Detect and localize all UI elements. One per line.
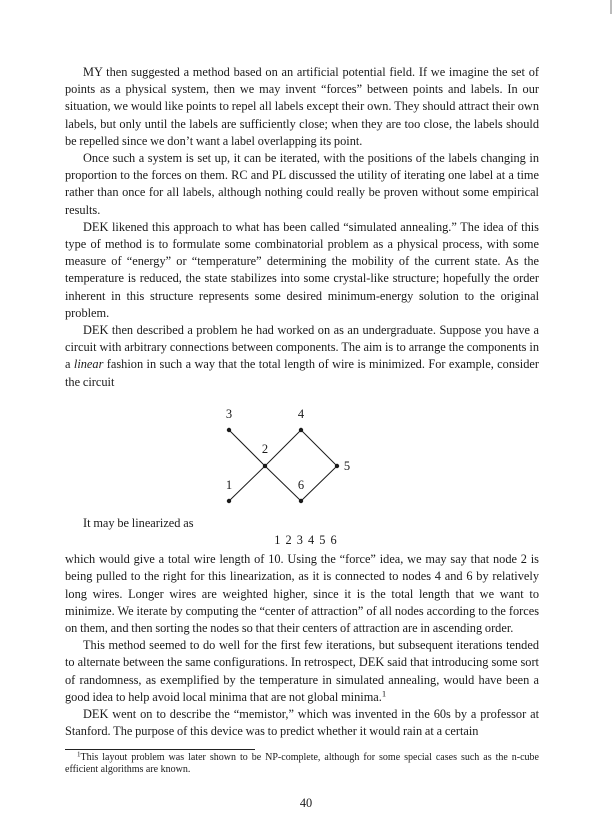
paragraph-circuit-problem bbox=[65, 322, 539, 391]
page-number: 40 bbox=[299, 795, 313, 810]
circuit-wire-4-5 bbox=[301, 430, 337, 466]
footnote-reference: 1 bbox=[381, 688, 387, 699]
body-text-top bbox=[65, 64, 539, 391]
circuit-node-label-4: 4 bbox=[297, 406, 305, 421]
circuit-node-4 bbox=[299, 428, 303, 432]
emphasis-linear: linear bbox=[73, 357, 104, 372]
linearized-intro: It may be linearized as bbox=[83, 515, 194, 530]
circuit-node-label-3: 3 bbox=[225, 406, 233, 421]
circuit-edges bbox=[229, 430, 337, 501]
circuit-text-after: fashion in such a way that the total length of wire is minimized. For example, consider the circuit bbox=[65, 357, 539, 389]
circuit-node-label-2: 2 bbox=[261, 441, 269, 456]
footnote-mark: 1 bbox=[77, 750, 81, 758]
circuit-node-3 bbox=[227, 428, 231, 432]
circuit-wire-6-5 bbox=[301, 466, 337, 501]
body-text-bottom bbox=[65, 551, 539, 740]
circuit-nodes bbox=[227, 428, 339, 503]
paragraph-simulated-annealing: DEK likened this approach to what has been called “simulated annealing.” The idea of this type of method is to formulate some combinatorial problem as a physical process, with some measure of “energy” or “temperature” determining the mobility of the current state. As the temperature is reduced, the state stabilizes into some crystal-like structure; hopefully the order inherent in this structure represents some desired minimum-energy solution to the original problem. bbox=[65, 219, 539, 320]
circuit-node-1 bbox=[227, 499, 231, 503]
paragraph-memistor: DEK went on to describe the “memistor,” which was invented in the 60s by a professor at Stanford. The purpose of this device was to predict whether it would rain at a certain bbox=[65, 707, 539, 739]
paragraph-iteration: Once such a system is set up, it can be iterated, with the positions of the labels changing in proportion to the forces on them. RC and PL discussed the utility of iterating one label at a time rather than once for all labels, although nothing could really be proven without some empirical results. bbox=[65, 151, 539, 217]
circuit-node-2 bbox=[263, 464, 267, 468]
paragraph-wire-length: which would give a total wire length of 10. Using the “force” idea, we may say that node 2 is being pulled to the right for this linearization, as it is connected to nodes 4 and 6 by relatively long wires. Longer wires are weighted higher, since it is the total length that we want to minimize. We iterate by computing the “center of attraction” of all nodes according to the forces on them, and then sorting the nodes so that their centers of attraction are in ascending order. bbox=[65, 552, 539, 636]
footnote-text: This layout problem was later shown to be NP-complete, although for some special cases such as the n-cube efficient algorithms are known. bbox=[65, 751, 539, 775]
circuit-wire-2-4 bbox=[265, 430, 301, 466]
circuit-labels bbox=[226, 407, 350, 492]
circuit-diagram-container bbox=[0, 391, 612, 515]
body-text-linearized-intro bbox=[65, 515, 539, 532]
circuit-node-5 bbox=[335, 464, 339, 468]
linearized-sequence: 1 2 3 4 5 6 bbox=[274, 533, 338, 548]
paragraph-method bbox=[65, 637, 539, 706]
footnote-rule bbox=[65, 749, 255, 750]
circuit-wire-1-2 bbox=[229, 466, 265, 501]
circuit-diagram bbox=[0, 391, 612, 515]
circuit-node-label-6: 6 bbox=[297, 477, 305, 492]
circuit-text-before: DEK then described a problem he had worked on as an undergraduate. Suppose you have a circuit with arbitrary connections between components. The aim is to arrange the components in a bbox=[65, 323, 539, 372]
circuit-wire-2-6 bbox=[265, 466, 301, 501]
circuit-node-6 bbox=[299, 499, 303, 503]
circuit-wire-3-2 bbox=[229, 430, 265, 466]
footnote bbox=[65, 752, 539, 777]
circuit-node-label-5: 5 bbox=[343, 458, 351, 473]
circuit-node-label-1: 1 bbox=[225, 477, 233, 492]
footnote-block bbox=[0, 749, 612, 777]
paragraph-potential-field: MY then suggested a method based on an artificial potential field. If we imagine the set of points as a physical system, then we may invent “forces” between points and labels. In our situation, we would like points to repel all labels except their own. They should attract their own labels, but only until the labels are sufficiently close; when they are too close, the labels should be repelled since we don’t want a label overlapping its point. bbox=[65, 65, 539, 148]
method-text: This method seemed to do well for the first few iterations, but subsequent iterations tended to alternate between the same configurations. In retrospect, DEK said that introducing some sort of randomness, as exemplified by the temperature in simulated annealing, would have been a good idea to help avoid local minima that are not global minima. bbox=[65, 638, 539, 704]
